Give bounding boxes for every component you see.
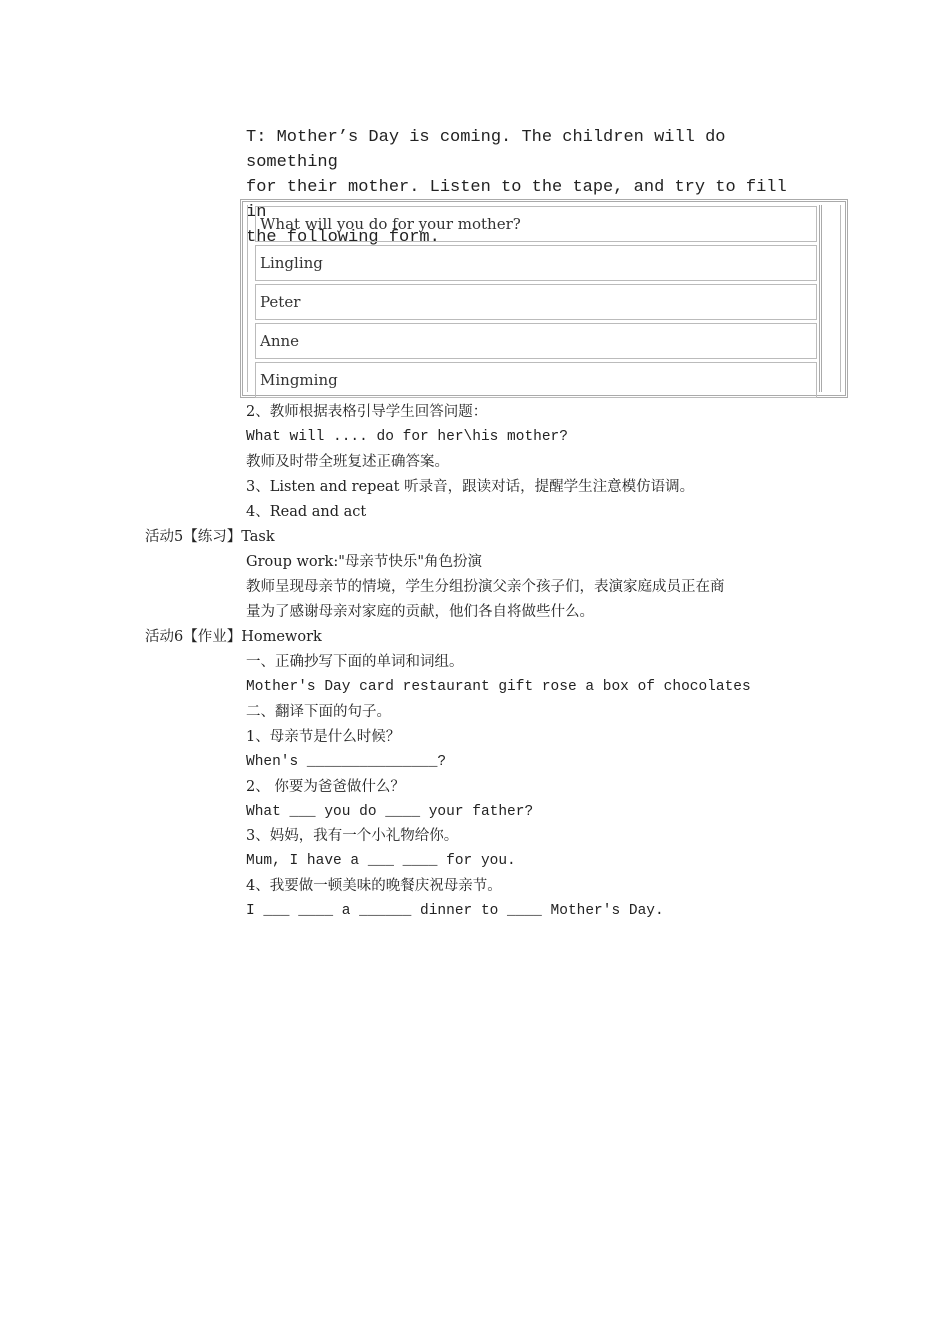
fill-in-form-table — [240, 199, 848, 398]
group-work-text: Group work:"母亲节快乐"角色扮演 — [246, 554, 483, 570]
activity-6-heading: 活动6【作业】Homework — [145, 629, 322, 645]
form-row-peter: Peter — [255, 284, 817, 320]
intro-paragraph: T: Mother’s Day is coming. The children will do something for their mother. Listen to the tape, and try to fill in the following form. — [246, 128, 787, 247]
form-row-mingming: Mingming — [255, 362, 817, 398]
sentence-3-blank: Mum, I have a ___ ____ for you. — [246, 853, 516, 869]
sentence-1-blank: When's _______________? — [246, 754, 447, 770]
sentence-3-chinese: 3、妈妈，我有一个小礼物给你。 — [246, 828, 459, 844]
step-4-text: 4、Read and act — [246, 504, 367, 520]
activity-5-heading: 活动5【练习】Task — [145, 529, 275, 545]
task-description-line-2: 量为了感谢母亲对家庭的贡献，他们各自将做些什么。 — [246, 604, 594, 620]
homework-part-2: 二、翻译下面的句子。 — [246, 704, 391, 720]
sentence-4-chinese: 4、我要做一顿美味的晚餐庆祝母亲节。 — [246, 878, 502, 894]
form-row-question: What will you do for your mother? — [255, 206, 817, 242]
form-row-lingling: Lingling — [255, 245, 817, 281]
sentence-2-blank: What ___ you do ____ your father? — [246, 804, 534, 820]
step-2-text: 2、教师根据表格引导学生回答问题： — [246, 404, 488, 420]
homework-part-1: 一、正确抄写下面的单词和词组。 — [246, 654, 464, 670]
form-row-anne: Anne — [255, 323, 817, 359]
form-column-divider — [819, 205, 822, 392]
question-pattern: What will .... do for her\his mother? — [246, 429, 568, 445]
sentence-1-chinese: 1、母亲节是什么时候？ — [246, 729, 401, 745]
task-description-line-1: 教师呈现母亲节的情境，学生分组扮演父亲个孩子们，表演家庭成员正在商 — [246, 579, 725, 595]
vocabulary-list: Mother's Day card restaurant gift rose a box of chocolates — [246, 679, 751, 695]
sentence-4-blank: I ___ ____ a ______ dinner to ____ Mother's Day. — [246, 903, 664, 919]
step-3-text: 3、Listen and repeat 听录音，跟读对话，提醒学生注意模仿语调。 — [246, 479, 695, 495]
sentence-2-chinese: 2、 你要为爸爸做什么？ — [246, 779, 405, 795]
review-text: 教师及时带全班复述正确答案。 — [246, 454, 449, 470]
